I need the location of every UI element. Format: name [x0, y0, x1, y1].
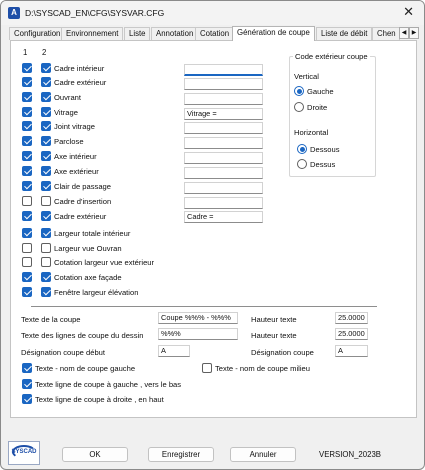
row-label: Joint vitrage [54, 122, 95, 131]
tab-cotation[interactable]: Cotation [195, 27, 234, 40]
radio-gauche[interactable] [294, 86, 304, 96]
vertical-label: Vertical [294, 72, 319, 81]
radio-droite[interactable] [294, 102, 304, 112]
syscad-logo [8, 441, 40, 465]
row-label: Largeur vue Ouvran [54, 244, 122, 253]
checkbox-cadre-exterieur-b-2[interactable] [41, 211, 51, 221]
checkbox-cadre-exterieur-1[interactable] [22, 77, 32, 87]
checkbox-ouvrant-2[interactable] [41, 92, 51, 102]
cadre-interieur-field[interactable] [184, 64, 263, 76]
checkbox-axe-interieur-1[interactable] [22, 151, 32, 161]
cancel-button[interactable]: Annuler [230, 447, 296, 462]
row-label: Clair de passage [54, 182, 111, 191]
cadre-insertion-field[interactable] [184, 197, 263, 209]
axe-exterieur-field[interactable] [184, 167, 263, 179]
checkbox-axe-interieur-2[interactable] [41, 151, 51, 161]
cadre-field[interactable]: Cadre = [184, 211, 263, 223]
column-header-1: 1 [23, 48, 28, 57]
save-button[interactable]: Enregistrer [148, 447, 214, 462]
title-bar[interactable] [1, 1, 424, 25]
syscad-app-icon: A [8, 7, 20, 19]
logo-text: SYSCAD [11, 449, 37, 455]
row-label: Vitrage [54, 108, 78, 117]
checkbox-cotation-axe-facade-2[interactable] [41, 272, 51, 282]
row-label: Axe intérieur [54, 152, 97, 161]
checkbox-parclose-2[interactable] [41, 136, 51, 146]
checkbox-cadre-insertion-1[interactable] [22, 196, 32, 206]
checkbox-clair-de-passage-1[interactable] [22, 181, 32, 191]
designation-debut-label: Désignation coupe début [21, 348, 106, 357]
parclose-field[interactable] [184, 137, 263, 149]
tab-liste-de-debit[interactable]: Liste de débit [316, 27, 372, 40]
designation-label: Désignation coupe [251, 348, 314, 357]
checkbox-parclose-1[interactable] [22, 136, 32, 146]
checkbox-joint-vitrage-2[interactable] [41, 121, 51, 131]
radio-gauche-label: Gauche [307, 87, 334, 96]
checkbox-cotation-axe-facade-1[interactable] [22, 272, 32, 282]
cadre-exterieur-field[interactable] [184, 78, 263, 90]
checkbox-cotation-largeur-vue-exterieur-1[interactable] [22, 257, 32, 267]
chevron-right-icon[interactable]: ▶ [409, 27, 419, 39]
option-label: Texte ligne de coupe à droite , en haut [35, 395, 164, 404]
row-label: Cadre extérieur [54, 212, 107, 221]
texte-lignes-label: Texte des lignes de coupe du dessin [21, 331, 144, 340]
checkbox-largeur-vue-ouvran-1[interactable] [22, 243, 32, 253]
designation-debut-input[interactable]: A [158, 345, 190, 357]
row-label: Largeur totale intérieur [54, 229, 131, 238]
option-label: Texte ligne de coupe à gauche , vers le bas [35, 380, 182, 389]
row-label: Cadre intérieur [54, 64, 105, 73]
hauteur-texte-label-2: Hauteur texte [251, 331, 297, 340]
checkbox-ligne-gauche-bas[interactable] [22, 379, 32, 389]
row-label: Cadre d'insertion [54, 197, 112, 206]
designation-input[interactable]: A [335, 345, 368, 357]
checkbox-vitrage-2[interactable] [41, 107, 51, 117]
texte-lignes-input[interactable]: %%% [158, 328, 238, 340]
checkbox-joint-vitrage-1[interactable] [22, 121, 32, 131]
tab-chen[interactable]: Chen [372, 27, 400, 40]
radio-dessus-label: Dessus [310, 160, 336, 169]
tab-scroll [399, 27, 419, 39]
checkbox-cadre-interieur-2[interactable] [41, 63, 51, 73]
horizontal-label: Horizontal [294, 128, 329, 137]
checkbox-nom-coupe-gauche[interactable] [22, 363, 32, 373]
checkbox-vitrage-1[interactable] [22, 107, 32, 117]
row-label: Fenêtre largeur élévation [54, 288, 139, 297]
version-label: VERSION_2023B [319, 450, 381, 459]
texte-coupe-input[interactable]: Coupe %%% - %%% [158, 312, 238, 324]
clair-de-passage-field[interactable] [184, 182, 263, 194]
checkbox-nom-coupe-milieu[interactable] [202, 363, 212, 373]
chevron-left-icon[interactable]: ◀ [399, 27, 409, 39]
row-label: Axe extérieur [54, 167, 99, 176]
option-label: Texte - nom de coupe gauche [35, 364, 136, 373]
hauteur-texte-label: Hauteur texte [251, 315, 297, 324]
axe-interieur-field[interactable] [184, 152, 263, 164]
tab-generation-de-coupe[interactable]: Génération de coupe [232, 26, 315, 41]
hauteur-texte-input-2[interactable]: 25.0000 [335, 328, 368, 340]
row-label: Parclose [54, 137, 84, 146]
tab-bar [9, 26, 419, 40]
ouvrant-field[interactable] [184, 93, 263, 105]
tab-configuration[interactable]: Configuration [9, 27, 65, 40]
checkbox-axe-exterieur-1[interactable] [22, 166, 32, 176]
row-label: Cadre extérieur [54, 78, 107, 87]
radio-dessous[interactable] [297, 144, 307, 154]
row-label: Cotation largeur vue extérieur [54, 258, 155, 267]
checkbox-cadre-interieur-1[interactable] [22, 63, 32, 73]
tab-annotation[interactable]: Annotation [151, 27, 198, 40]
checkbox-largeur-vue-ouvran-2[interactable] [41, 243, 51, 253]
checkbox-cadre-insertion-2[interactable] [41, 196, 51, 206]
row-label: Ouvrant [54, 93, 82, 102]
ok-button[interactable]: OK [62, 447, 128, 462]
checkbox-cadre-exterieur-2[interactable] [41, 77, 51, 87]
checkbox-cotation-largeur-vue-exterieur-2[interactable] [41, 257, 51, 267]
checkbox-clair-de-passage-2[interactable] [41, 181, 51, 191]
checkbox-ouvrant-1[interactable] [22, 92, 32, 102]
checkbox-cadre-exterieur-b-1[interactable] [22, 211, 32, 221]
row-label: Cotation axe façade [54, 273, 122, 282]
window-title: D:\SYSCAD_EN\CFG\SYSVAR.CFG [25, 8, 165, 18]
hauteur-texte-input[interactable]: 25.0000 [335, 312, 368, 324]
tab-environnement[interactable]: Environnement [61, 27, 123, 40]
separator [31, 306, 377, 307]
vitrage-field[interactable]: Vitrage = [184, 108, 263, 120]
checkbox-axe-exterieur-2[interactable] [41, 166, 51, 176]
radio-dessus[interactable] [297, 159, 307, 169]
column-header-2: 2 [42, 48, 47, 57]
texte-coupe-label: Texte de la coupe [21, 315, 81, 324]
radio-dessous-label: Dessous [310, 145, 340, 154]
group-title: Code extérieur coupe [295, 52, 368, 61]
checkbox-ligne-droite-haut[interactable] [22, 394, 32, 404]
option-label: Texte - nom de coupe milieu [215, 364, 310, 373]
close-icon[interactable]: ✕ [403, 4, 414, 19]
checkbox-fenetre-largeur-elevation-2[interactable] [41, 287, 51, 297]
joint-vitrage-field[interactable] [184, 122, 263, 134]
checkbox-largeur-totale-interieur-2[interactable] [41, 228, 51, 238]
checkbox-largeur-totale-interieur-1[interactable] [22, 228, 32, 238]
radio-droite-label: Droite [307, 103, 328, 112]
checkbox-fenetre-largeur-elevation-1[interactable] [22, 287, 32, 297]
tab-liste[interactable]: Liste [124, 27, 150, 40]
